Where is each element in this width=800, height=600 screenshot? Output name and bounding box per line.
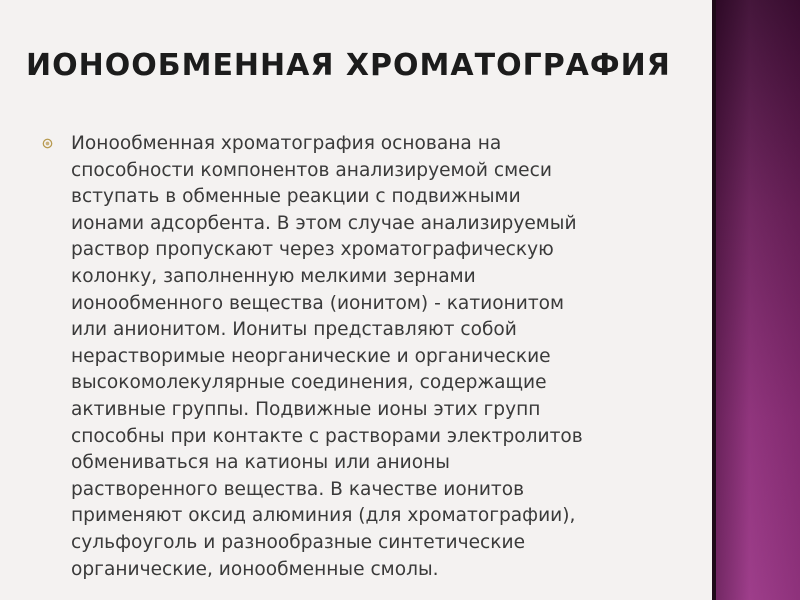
side-bar-shading [716, 0, 800, 600]
text-line: активные группы. Подвижные ионы этих групп [71, 398, 541, 420]
decorative-side-bar [712, 0, 800, 600]
text-line: раствор пропускают через хроматографическую [71, 239, 554, 261]
text-line: нерастворимые неорганические и органические [71, 345, 551, 367]
text-line: или анионитом. Иониты представляют собой [71, 319, 517, 341]
text-line: высокомолекулярные соединения, содержащие [71, 372, 547, 394]
text-line: Ионообменная хроматография основана на [71, 133, 502, 154]
slide-title: ИОНООБМЕННАЯ ХРОМАТОГРАФИЯ [26, 48, 671, 83]
bullet-block [42, 131, 682, 583]
text-line: обмениваться на катионы или анионы [71, 452, 450, 474]
ring-bullet-icon [42, 138, 53, 149]
text-line: способности компонентов анализируемой смеси [71, 159, 552, 181]
text-line: органические, ионообменные смолы. [71, 558, 439, 580]
text-line: способны при контакте с растворами электролитов [71, 425, 583, 447]
text-line: ионами адсорбента. В этом случае анализируемый [71, 212, 577, 234]
text-line: сульфоуголь и разнообразные синтетические [71, 531, 526, 553]
text-line: ионообменного вещества (ионитом) - катионитом [71, 292, 565, 314]
text-line: растворенного вещества. В качестве ионитов [71, 478, 525, 500]
bullet-text [71, 131, 682, 583]
text-line: колонку, заполненную мелкими зернами [71, 265, 476, 287]
text-line: применяют оксид алюминия (для хроматографии), [71, 505, 576, 527]
text-line: вступать в обменные реакции с подвижными [71, 186, 521, 208]
